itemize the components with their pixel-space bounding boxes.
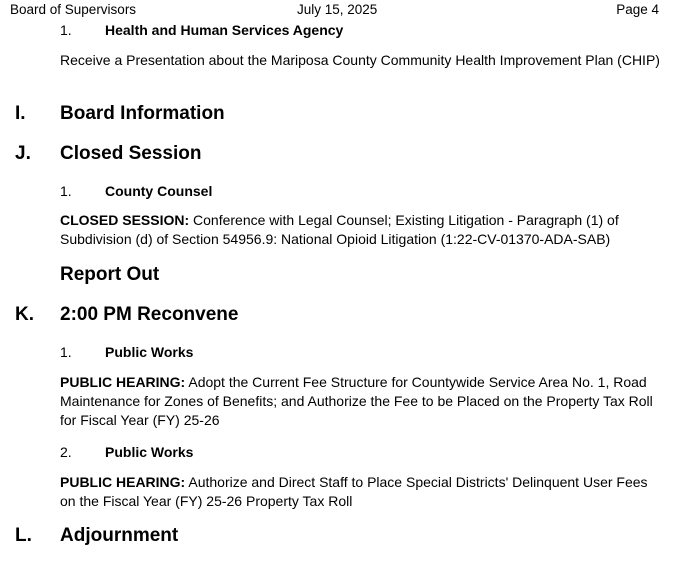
section-letter: L. [15,525,32,546]
section-letter: I. [15,103,26,124]
section-letter: K. [15,304,34,325]
item-number: 1. [60,183,72,199]
item-number: 1. [60,22,72,38]
section-letter: J. [15,143,31,164]
item-title: Public Works [105,444,194,460]
item-description: Receive a Presentation about the Mariposa County Community Health Improvement Plan (CHIP) [60,52,660,68]
item-description [60,473,665,511]
item-description [60,211,665,249]
item-lead: PUBLIC HEARING: [60,474,186,490]
item-text: Authorize and Direct Staff to Place Special Districts' Delinquent User Fees on the Fiscal Year (FY) 25-26 Property Tax Roll [60,474,648,509]
subsection-title: Report Out [60,264,160,285]
item-text: Adopt the Current Fee Structure for Countywide Service Area No. 1, Road Maintenance for Zones of Benefits; and Authorize the Fee to be Placed on the Property Tax Roll for Fiscal Year (FY) 25-26 [60,374,653,428]
section-title: Board Information [60,103,225,124]
section-title: Closed Session [60,143,202,164]
item-text: Conference with Legal Counsel; Existing Litigation - Paragraph (1) of Subdivision (d) of Section 54956.9: National Opioid Litigation (1:22-CV-01370-ADA-SAB) [60,212,619,247]
item-title: Health and Human Services Agency [105,22,344,38]
item-title: Public Works [105,344,194,360]
item-description [60,373,665,430]
header-page-number: Page 4 [616,2,659,17]
item-lead: CLOSED SESSION: [60,212,190,228]
item-lead: PUBLIC HEARING: [60,374,186,390]
header-board-name: Board of Supervisors [10,2,137,17]
item-number: 2. [60,444,72,460]
header-date: July 15, 2025 [297,2,378,17]
item-title: County Counsel [105,183,213,199]
section-title: 2:00 PM Reconvene [60,304,239,325]
section-title: Adjournment [60,525,179,546]
item-number: 1. [60,344,72,360]
